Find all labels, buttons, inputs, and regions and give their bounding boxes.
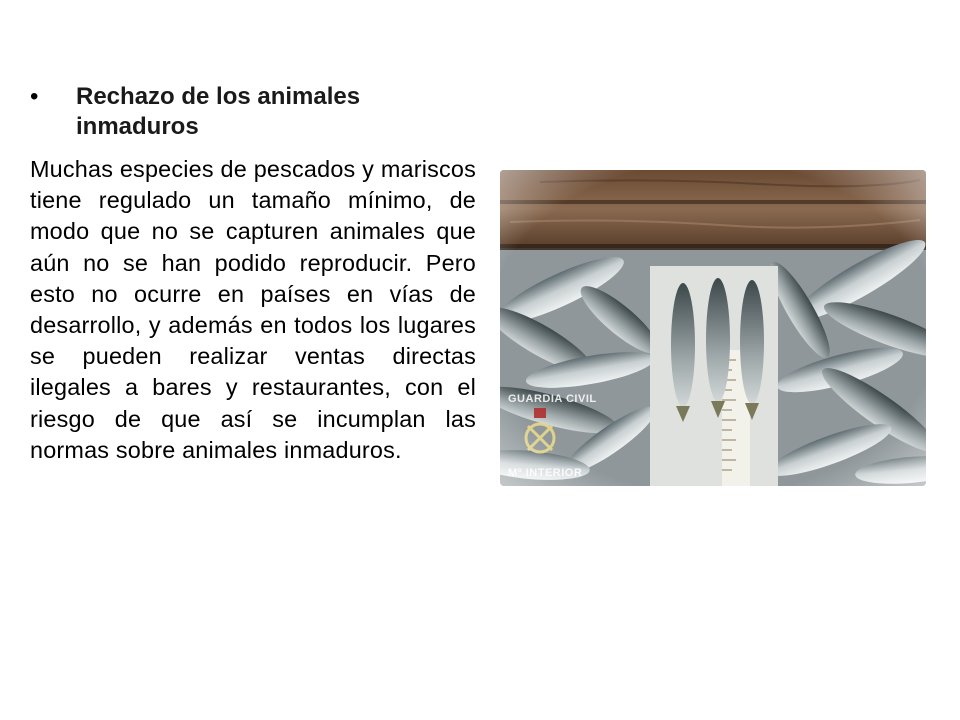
bullet-marker: •	[30, 83, 39, 110]
body-paragraph: Muchas especies de pescados y mariscos tiene regulado un tamaño mínimo, de modo que no se capturen animales que aún no se han podido reproducir. Pero esto no ocurre en países en vías de desarrollo, y además en todos los lugares se pueden realizar ventas directas ilegales a bares y restaurantes, con el riesgo de que así se incumplan las normas sobre animales inmaduros.	[30, 156, 476, 463]
slide-heading: Rechazo de los animales inmaduros	[76, 83, 361, 140]
bullet-item	[30, 82, 470, 142]
fish-photo-illustration	[500, 170, 926, 486]
fish-photo	[500, 170, 926, 486]
